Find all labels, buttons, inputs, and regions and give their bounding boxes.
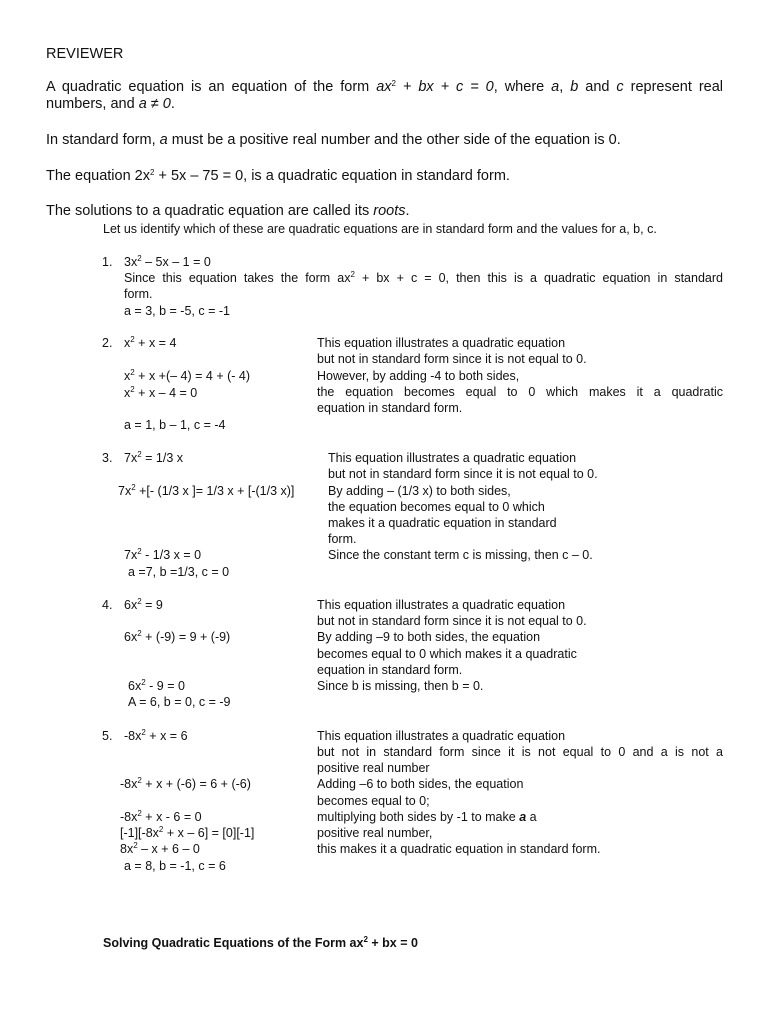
item-4-step-1: $6x^2 + (-9) = 9 + (-9)$ — [124, 629, 231, 644]
item-2-step-2: $x^2 + x - 4 = 0$ — [124, 385, 198, 400]
item-2-step-1: $x^2 + x$ +(– 4) = 4 + (- 4) — [124, 368, 251, 383]
item-3-note: form. — [328, 532, 357, 546]
item-5-note: becomes equal to 0; — [317, 794, 430, 808]
standard-form-note: In standard form, a must be a positive real number and the other side of the equation is 0. — [46, 132, 621, 148]
item-2-values: a = 1, b – 1, c = -4 — [124, 418, 226, 432]
item-5-note: multiplying both sides by -1 to make a a — [317, 810, 537, 824]
item-3-values: a =7, b =1/3, c = 0 — [128, 565, 230, 579]
item-2-note: However, by adding -4 to both sides, — [317, 369, 520, 383]
roots-note: The solutions to a quadratic equation are called its roots. — [46, 203, 410, 219]
item-2-note: equation in standard form. — [317, 401, 463, 415]
item-5-step-4: $8x^2 - x + 6 - 0$ — [120, 841, 200, 856]
item-5-note: this makes it a quadratic equation in standard form. — [317, 842, 601, 856]
item-number: 5. — [102, 729, 113, 743]
item-5-step-2: $-8x^2 + x - 6 = 0$ — [120, 809, 202, 824]
item-4-step-2: $6x^2 - 9 = 0$ — [128, 678, 185, 693]
item-4-note: but not in standard form since it is not equal to 0. — [317, 614, 587, 628]
item-5-note: positive real number — [317, 761, 430, 775]
page-title: REVIEWER — [46, 46, 124, 62]
item-3-note: This equation illustrates a quadratic equation — [328, 451, 577, 465]
item-3-note: By adding – (1/3 x) to both sides, — [328, 484, 511, 498]
definition-line-2: numbers, and a ≠ 0. — [46, 96, 175, 112]
item-number: 2. — [102, 336, 113, 350]
item-5-note: but not in standard form since it is not equal to 0 and a is not a — [317, 745, 723, 759]
item-3-note: makes it a quadratic equation in standard — [328, 516, 557, 530]
item-1-explanation-line-2: form. — [124, 287, 153, 301]
item-5-note: Adding –6 to both sides, the equation — [317, 777, 524, 791]
item-3-note: Since the constant term c is missing, then c – 0. — [328, 548, 593, 562]
item-2-note: the equation becomes equal to 0 which makes it a quadratic — [317, 385, 723, 399]
item-4-note: By adding –9 to both sides, the equation — [317, 630, 541, 644]
item-4-values: A = 6, b = 0, c = -9 — [128, 695, 231, 709]
identify-instruction: Let us identify which of these are quadratic equations are in standard form and the values for a, b, c. — [103, 222, 657, 236]
item-5-note: positive real number, — [317, 826, 433, 840]
item-1-equation: $3x^2 - 5x - 1 = 0$ — [124, 254, 211, 269]
item-3-note: the equation becomes equal to 0 which — [328, 500, 545, 514]
item-4-equation: $6x^2 = 9$ — [124, 597, 163, 612]
item-5-step-1: $-8x^2 + x + (-6) = 6 + (-6)$ — [120, 776, 251, 791]
item-3-step-1: $7x^2$ +[- (1/3 x ]= 1/3 x + [-(1/3 x)] — [118, 483, 295, 498]
item-5-step-3: $[-1][-8x^2 + x - 6] = [0][-1]$ — [120, 825, 255, 840]
section-heading: Solving Quadratic Equations of the Form $ax^2$ + bx = 0 — [103, 935, 418, 950]
item-2-note: but not in standard form since it is not equal to 0. — [317, 352, 587, 366]
item-2-equation: $x^2 + x = 4$ — [124, 335, 177, 350]
item-4-note: Since b is missing, then b = 0. — [317, 679, 484, 693]
item-4-note: becomes equal to 0 which makes it a quadratic — [317, 647, 577, 661]
item-5-values: a = 8, b = -1, c = 6 — [124, 859, 226, 873]
item-1-values: a = 3, b = -5, c = -1 — [124, 304, 230, 318]
definition-line-1: A quadratic equation is an equation of the form $ax^2$ + bx + c = 0, where a, b and c represent real — [46, 79, 724, 95]
item-4-note: This equation illustrates a quadratic equation — [317, 598, 566, 612]
item-2-note: This equation illustrates a quadratic equation — [317, 336, 566, 350]
example-equation: The equation $2x^2 + 5x - 75 = 0$, is a quadratic equation in standard form. — [46, 168, 510, 184]
item-3-equation: $7x^2 = 1/3$ x — [124, 450, 184, 465]
item-1-explanation-line-1: Since this equation takes the form $ax^2$ + bx + c = 0, then this is a quadratic equation in standard — [124, 270, 723, 285]
item-5-equation: $-8x^2 + x = 6$ — [124, 728, 188, 743]
item-3-step-2: $7x^2 - 1/3$ x = 0 — [124, 547, 202, 562]
item-4-note: equation in standard form. — [317, 663, 463, 677]
item-number: 1. — [102, 255, 113, 269]
item-5-note: This equation illustrates a quadratic equation — [317, 729, 566, 743]
item-number: 3. — [102, 451, 113, 465]
item-number: 4. — [102, 598, 113, 612]
item-3-note: but not in standard form since it is not equal to 0. — [328, 467, 598, 481]
